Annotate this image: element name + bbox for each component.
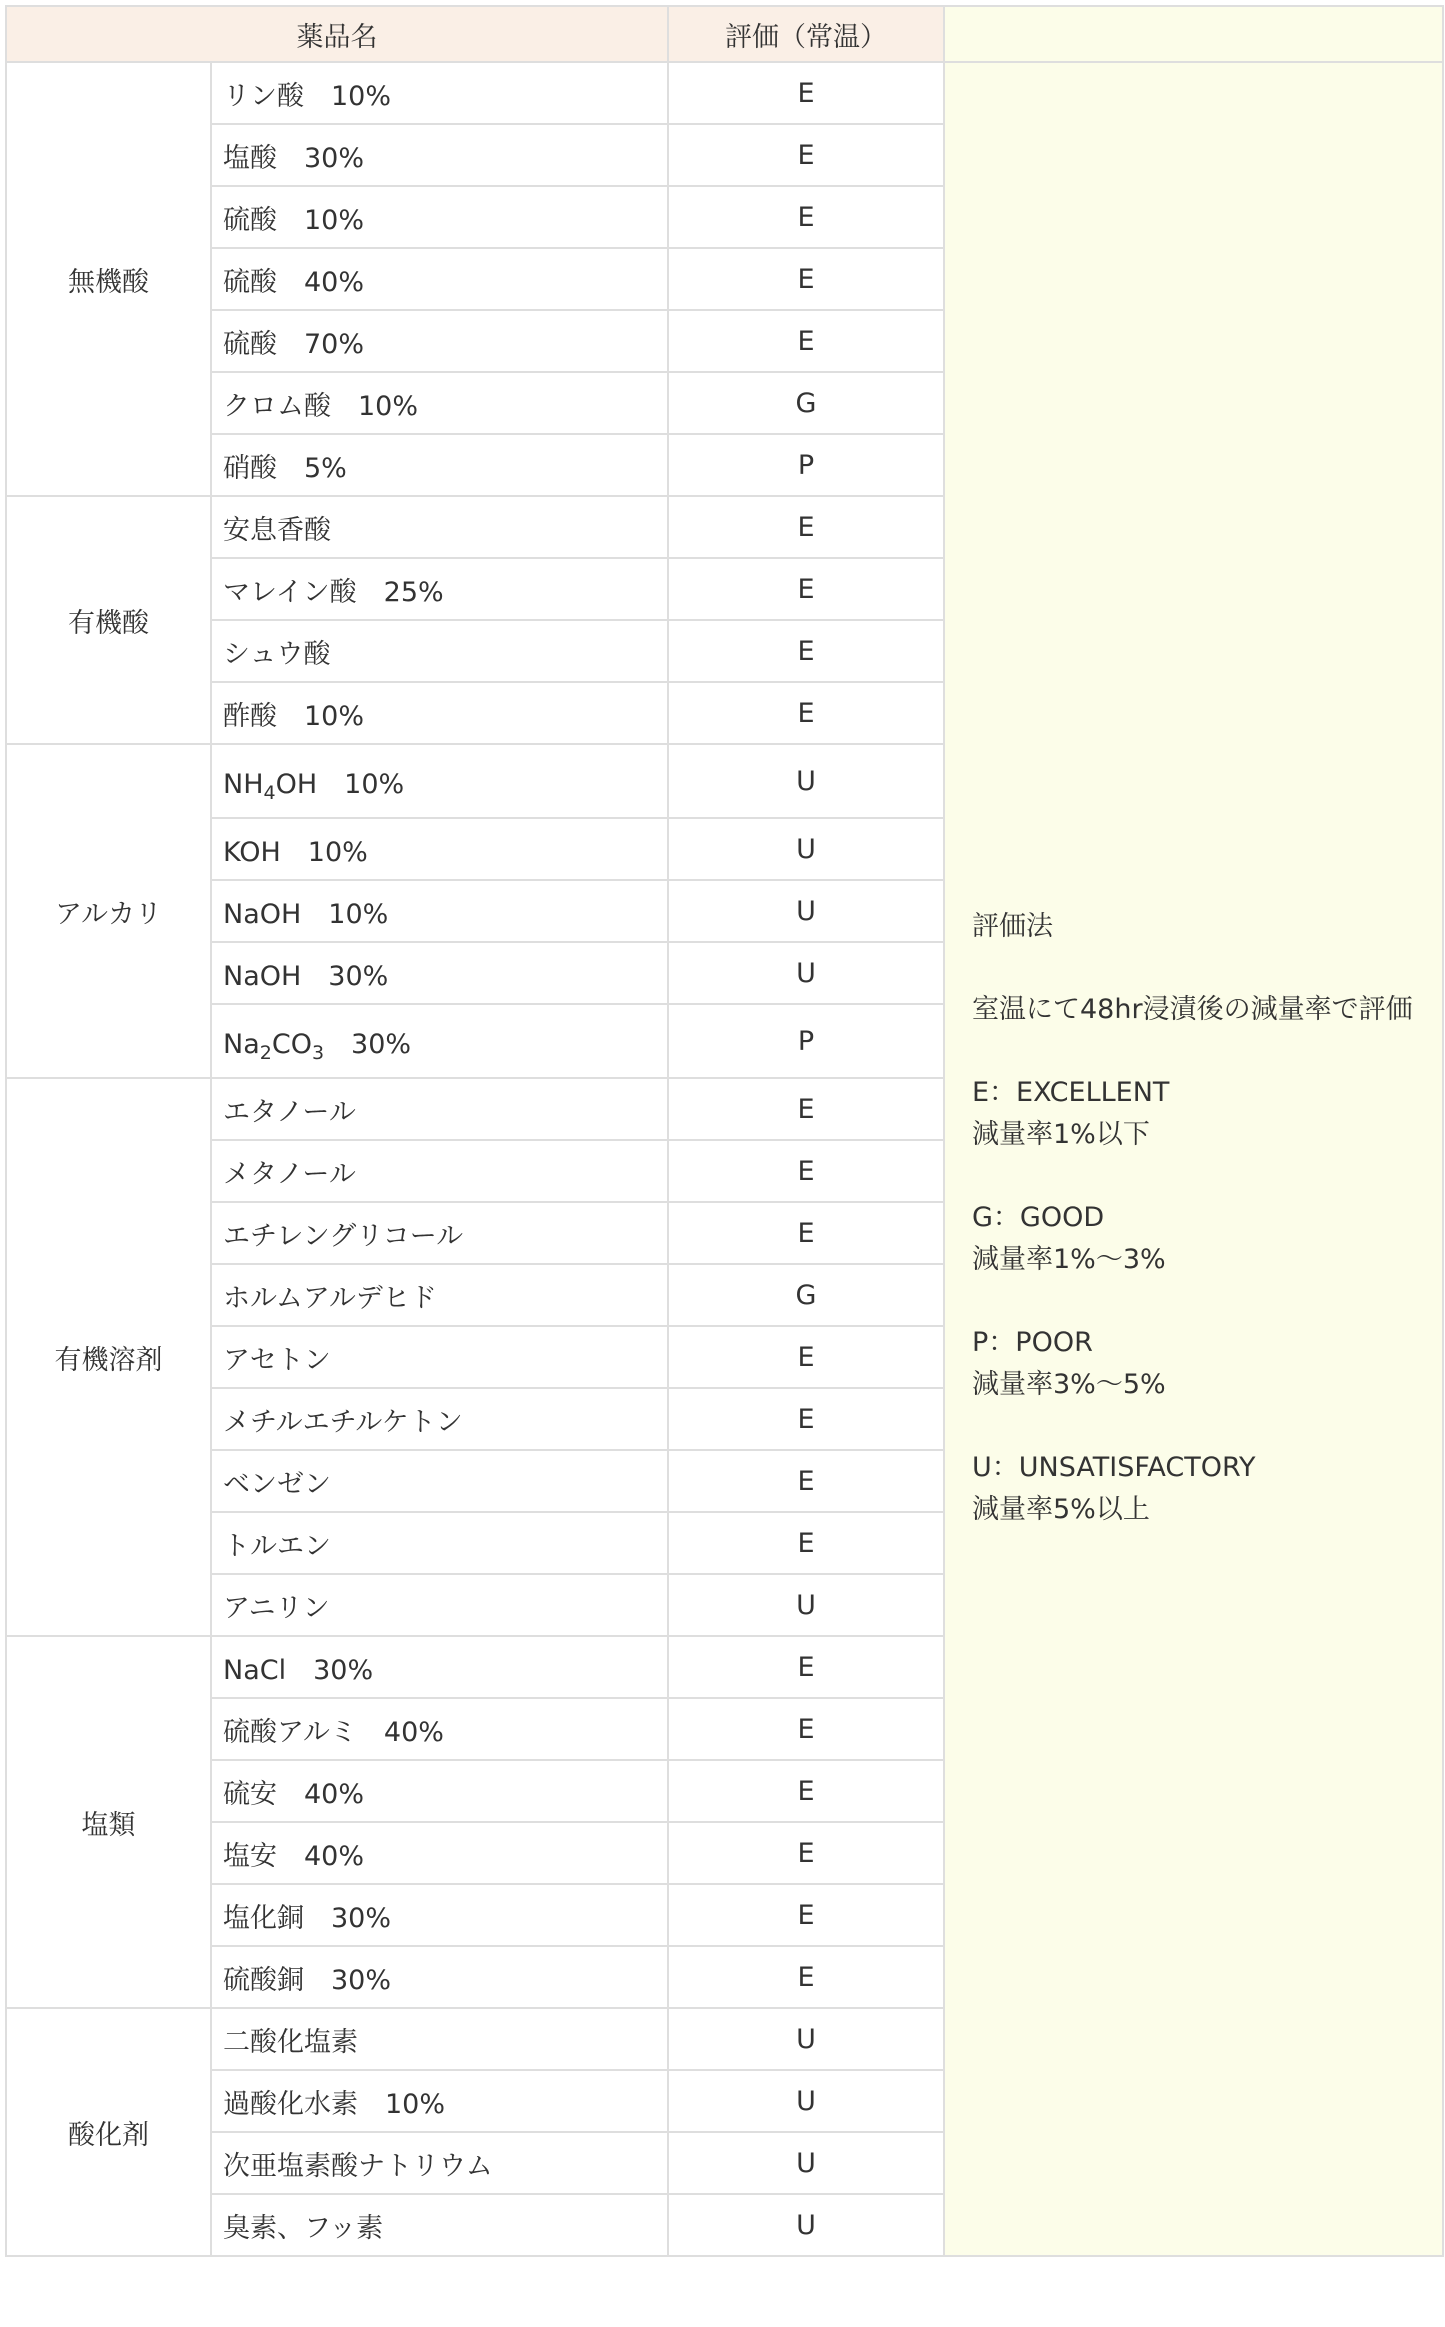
rating-value: U <box>668 2008 944 2070</box>
rating-value: E <box>668 496 944 558</box>
chemical-name: 硫安 40% <box>211 1760 668 1822</box>
rating-value: E <box>668 1202 944 1264</box>
legend-grade-desc: 減量率1%～3% <box>972 1244 1166 1275</box>
legend-grade-label: U：UNSATISFACTORY <box>972 1452 1256 1483</box>
rating-value: E <box>668 1760 944 1822</box>
chemical-name: シュウ酸 <box>211 620 668 682</box>
rating-value: U <box>668 1574 944 1636</box>
chemical-name: 塩酸 30% <box>211 124 668 186</box>
rating-value: E <box>668 62 944 124</box>
chemical-name: 硫酸銅 30% <box>211 1946 668 2008</box>
chemical-name: メタノール <box>211 1140 668 1202</box>
legend-grade-desc: 減量率5%以上 <box>972 1494 1150 1525</box>
category-cell: アルカリ <box>6 744 211 1078</box>
legend-grade-label: P：POOR <box>972 1327 1093 1358</box>
legend-grade-desc: 減量率3%～5% <box>972 1369 1166 1400</box>
header-blank-cell <box>944 6 1443 62</box>
rating-value: E <box>668 310 944 372</box>
rating-value: E <box>668 1636 944 1698</box>
legend-grade-label: E：EXCELLENT <box>972 1077 1170 1108</box>
rating-value: E <box>668 248 944 310</box>
category-cell: 有機溶剤 <box>6 1078 211 1636</box>
chemical-name: 硫酸アルミ 40% <box>211 1698 668 1760</box>
category-cell: 塩類 <box>6 1636 211 2008</box>
chemical-name: 硫酸 40% <box>211 248 668 310</box>
rating-value: U <box>668 2070 944 2132</box>
rating-value: E <box>668 620 944 682</box>
table-row <box>6 62 1443 124</box>
chemical-name: 酢酸 10% <box>211 682 668 744</box>
chemical-name: メチルエチルケトン <box>211 1388 668 1450</box>
legend-grade-label: G：GOOD <box>972 1202 1105 1233</box>
rating-value: U <box>668 818 944 880</box>
chemical-name: NaOH 30% <box>211 942 668 1004</box>
rating-value: E <box>668 1450 944 1512</box>
chemical-name: 臭素、フッ素 <box>211 2194 668 2256</box>
rating-value: U <box>668 942 944 1004</box>
rating-value: G <box>668 372 944 434</box>
category-cell: 有機酸 <box>6 496 211 744</box>
rating-value: P <box>668 434 944 496</box>
rating-value: E <box>668 1388 944 1450</box>
chemical-resistance-table <box>5 5 1444 2257</box>
rating-value: E <box>668 1946 944 2008</box>
chemical-name: 塩安 40% <box>211 1822 668 1884</box>
table-header-row <box>6 6 1443 62</box>
legend-grade-desc: 減量率1%以下 <box>972 1119 1150 1150</box>
chemical-name: エタノール <box>211 1078 668 1140</box>
chemical-name: 過酸化水素 10% <box>211 2070 668 2132</box>
chemical-name: アニリン <box>211 1574 668 1636</box>
category-cell: 酸化剤 <box>6 2008 211 2256</box>
rating-value: E <box>668 682 944 744</box>
chemical-name: 二酸化塩素 <box>211 2008 668 2070</box>
rating-value: E <box>668 558 944 620</box>
chemical-name: NaCl 30% <box>211 1636 668 1698</box>
chemical-name: NaOH 10% <box>211 880 668 942</box>
chemical-name: 硫酸 70% <box>211 310 668 372</box>
chemical-name: 硝酸 5% <box>211 434 668 496</box>
chemical-name: リン酸 10% <box>211 62 668 124</box>
chemical-name: 安息香酸 <box>211 496 668 558</box>
rating-value: E <box>668 1512 944 1574</box>
rating-value: G <box>668 1264 944 1326</box>
chemical-name: アセトン <box>211 1326 668 1388</box>
chemical-name: 次亜塩素酸ナトリウム <box>211 2132 668 2194</box>
rating-value: U <box>668 744 944 818</box>
chemical-name: $Na_2CO_3$ 30% <box>211 1004 668 1078</box>
evaluation-method-note <box>944 62 1443 2256</box>
rating-value: U <box>668 880 944 942</box>
rating-value: E <box>668 1140 944 1202</box>
chemical-name: $NH_4OH$ 10% <box>211 744 668 818</box>
rating-value: E <box>668 186 944 248</box>
chemical-name: 硫酸 10% <box>211 186 668 248</box>
chemical-name: クロム酸 10% <box>211 372 668 434</box>
rating-value: E <box>668 1698 944 1760</box>
rating-value: E <box>668 1884 944 1946</box>
chemical-name: KOH 10% <box>211 818 668 880</box>
chemical-name-header: 薬品名 <box>6 6 668 62</box>
rating-value: U <box>668 2194 944 2256</box>
rating-value: P <box>668 1004 944 1078</box>
rating-header: 評価（常温） <box>668 6 944 62</box>
rating-value: E <box>668 1078 944 1140</box>
chemical-name: ホルムアルデヒド <box>211 1264 668 1326</box>
rating-value: E <box>668 1822 944 1884</box>
rating-value: E <box>668 1326 944 1388</box>
chemical-name: 塩化銅 30% <box>211 1884 668 1946</box>
category-cell: 無機酸 <box>6 62 211 496</box>
chemical-name: エチレングリコール <box>211 1202 668 1264</box>
rating-value: E <box>668 124 944 186</box>
legend-method: 室温にて48hr浸漬後の減量率で評価 <box>972 994 1413 1025</box>
chemical-name: ベンゼン <box>211 1450 668 1512</box>
rating-value: U <box>668 2132 944 2194</box>
chemical-name: マレイン酸 25% <box>211 558 668 620</box>
chemical-name: トルエン <box>211 1512 668 1574</box>
legend-title: 評価法 <box>972 911 1053 942</box>
